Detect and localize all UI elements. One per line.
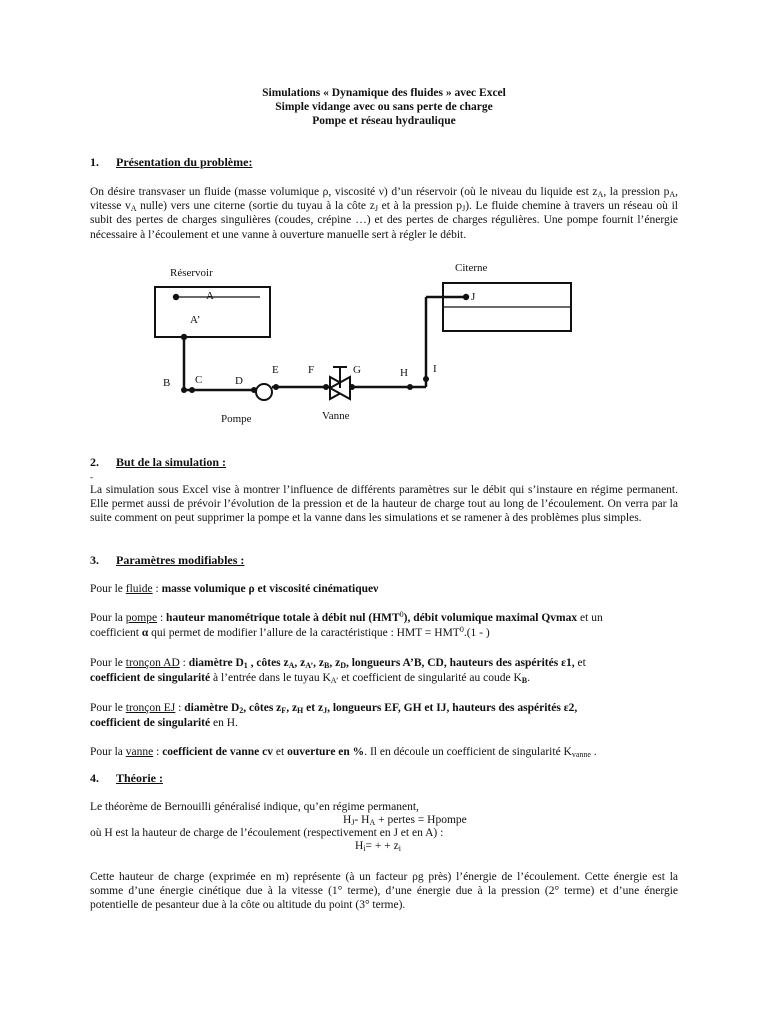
section-4-heading <box>90 771 163 786</box>
point-g-marker <box>349 384 355 390</box>
point-a-marker <box>173 294 179 300</box>
section-2-paragraph: La simulation sous Excel vise à montrer l’influence de différents paramètres sur le débit qui s’instaure en régime permanent. Elle permet aussi de prévoir l’évolution de la pression et de la hauteur de charge tout au long de l’écoulement. On verra par la suite comment on peut supprimer la pompe et la vanne dans les simulations et se ramener à des problèmes plus simples. <box>90 484 678 525</box>
doc-title-line-2: Simple vidange avec ou sans perte de charge <box>275 101 493 113</box>
theory-head-definition: où H est la hauteur de charge de l’écoulement (respectivement en J et en A) : <box>90 827 444 839</box>
point-a-label: A <box>206 290 214 302</box>
point-j-label: J <box>471 291 476 303</box>
head-equation: $H_i=$ + + $z_i$ <box>355 840 401 853</box>
param-pompe-line-2: coefficient α qui permet de modifier l’allure de la caractéristique : HMT = $HMT^0.(1$ - ) <box>90 625 490 639</box>
pump-label: Pompe <box>221 413 252 425</box>
point-f-label: F <box>308 364 315 376</box>
point-c-label: C <box>195 374 203 386</box>
section-1-heading <box>90 155 252 170</box>
section-3-number: 3. <box>90 553 99 567</box>
hydraulic-network-diagram <box>0 255 768 435</box>
section-4-title: Théorie : <box>116 771 163 785</box>
param-pompe-line-1: Pour la pompe : hauteur manométrique totale à débit nul (HMT$^0$), débit volumique maximal Qvmax et un <box>90 610 603 624</box>
param-troncon-ej-line-2: coefficient de singularité en H. <box>90 717 238 729</box>
point-b-label: B <box>163 377 171 389</box>
section-4-number: 4. <box>90 771 99 785</box>
section-2-title: But de la simulation : <box>116 455 227 469</box>
doc-title-line-3: Pompe et réseau hydraulique <box>312 115 456 127</box>
point-a2-label: A’ <box>190 314 201 326</box>
param-fluide-line: Pour le fluide : masse volumique ρ et viscosité cinématiqueν <box>90 583 379 595</box>
valve-icon <box>330 367 350 399</box>
section-3-heading <box>90 553 244 568</box>
section-2-heading <box>90 455 226 470</box>
point-j-marker <box>463 294 469 300</box>
citerne-label: Citerne <box>455 262 488 274</box>
section-1-title: Présentation du problème: <box>116 155 253 169</box>
point-i-label: I <box>433 363 437 375</box>
valve-label: Vanne <box>322 410 350 422</box>
point-i-marker <box>423 376 429 382</box>
point-e-marker <box>273 384 279 390</box>
section-3-title: Paramètres modifiables : <box>116 553 245 567</box>
point-h-label: H <box>400 367 408 379</box>
doc-title-line-1: Simulations « Dynamique des fluides » avec Excel <box>262 87 506 99</box>
param-troncon-ej-line-1: Pour le tronçon EJ : diamètre $D_2$, côtes $z_F$, $z_H$ et $z_J$, longueurs EF, GH et IJ, hauteurs des aspérités ε2, <box>90 702 578 715</box>
point-g-label: G <box>353 364 361 376</box>
point-f-marker <box>323 384 329 390</box>
section-1-number: 1. <box>90 155 99 169</box>
section-1-paragraph: On désire transvaser un fluide (masse volumique ρ, viscosité ν) d’un réservoir (où le niveau du liquide est $z_A$, la pression $p_A$, vitesse $v_A$ nulle) vers une citerne (sortie du tuyau à la côte $z_J$ et à la pression $p_J$). Le fluide chemine à travers un réseau où il subit des pertes de charges singulières (coudes, crépine …) et des pertes de charges régulières. Une pompe fournit l’énergie nécessaire à l’écoulement et une vanne à ouverture manuelle sert à régler le débit. <box>90 186 678 241</box>
section-2-dash: - <box>90 472 93 482</box>
param-troncon-ad-line-2: coefficient de singularité à l’entrée dans le tuyau $K_{A’}$ et coefficient de singularité au coude $K_B$. <box>90 672 530 685</box>
theory-paragraph: Cette hauteur de charge (exprimée en m) représente (à un facteur ρg près) l’énergie de l’écoulement. Cette énergie est la somme d’une énergie cinétique due à la vitesse (1° terme), d’une énergie due à la pression (2° terme) et d’une énergie potentielle de pesanteur due à la côte ou altitude du point (3° terme). <box>90 871 678 912</box>
point-d-label: D <box>235 375 243 387</box>
pump-icon <box>256 384 272 400</box>
bernoulli-equation: $H_J-$ $H_A$ + pertes = Hpompe <box>343 814 467 827</box>
point-e-label: E <box>272 364 279 376</box>
param-vanne-line: Pour la vanne : coefficient de vanne cv et ouverture en %. Il en découle un coefficient de singularité $K_{vanne}$ . <box>90 746 597 759</box>
reservoir-label: Réservoir <box>170 267 213 279</box>
section-2-number: 2. <box>90 455 99 469</box>
theory-intro-line: Le théorème de Bernouilli généralisé indique, qu’en régime permanent, <box>90 801 419 813</box>
point-c-marker <box>189 387 195 393</box>
param-troncon-ad-line-1: Pour le tronçon AD : diamètre $D_1$ , côtes $z_A$, $z_{A’}$, $z_B$, $z_D$, longueurs A’B, CD, hauteurs des aspérités ε1, et <box>90 657 586 670</box>
point-b-marker <box>181 387 187 393</box>
